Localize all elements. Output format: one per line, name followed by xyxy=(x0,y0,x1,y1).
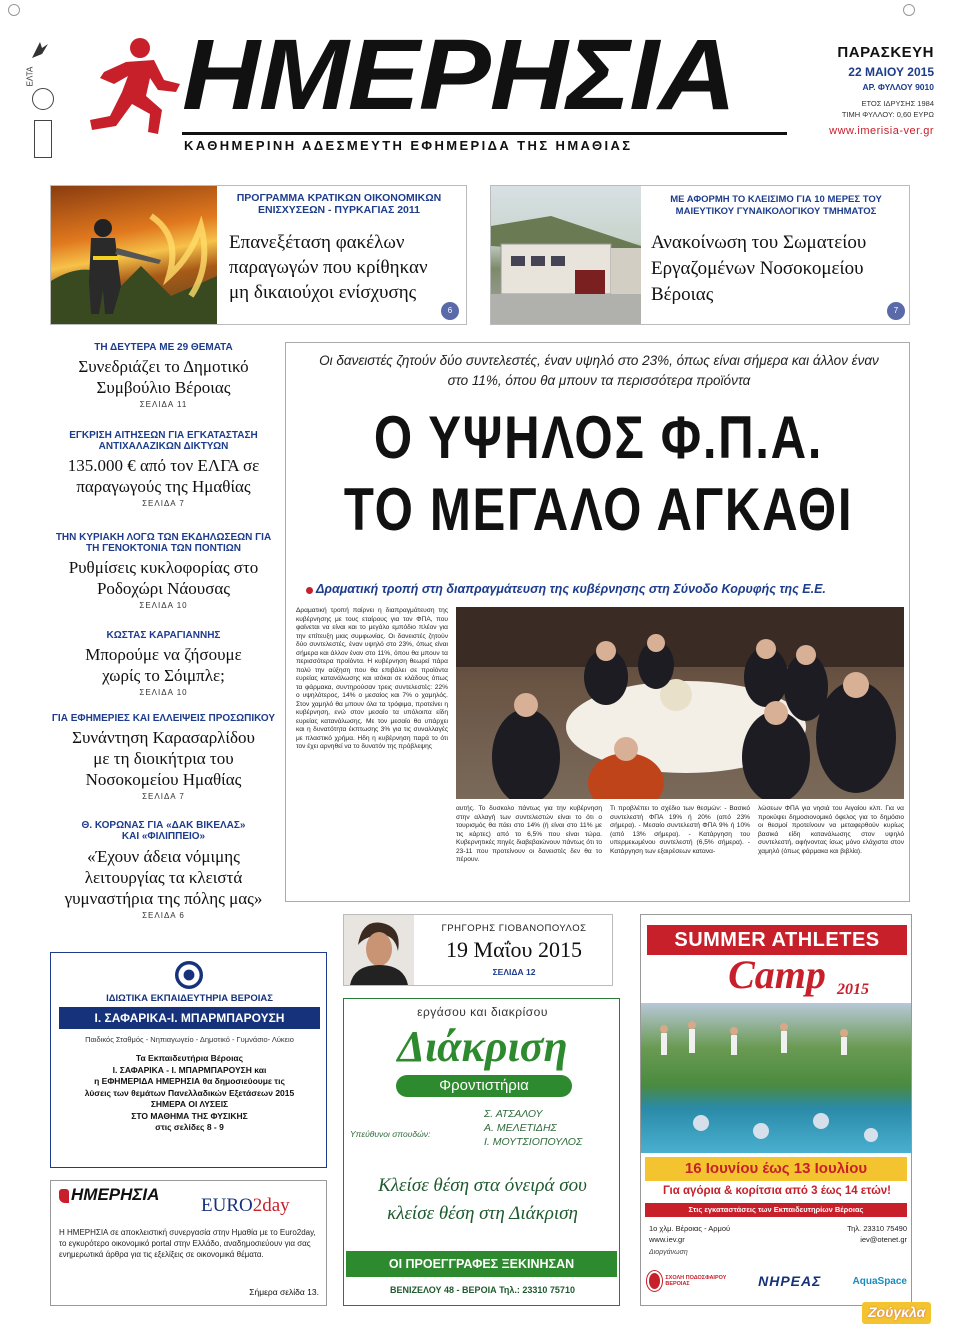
euro-partner-a: EURO xyxy=(201,1195,253,1216)
school-notice-line: η ΕΦΗΜΕΡΙΔΑ ΗΜΕΡΗΣΙΑ θα δημοσιεύουμε τις xyxy=(94,1076,285,1086)
postal-seal xyxy=(32,88,54,110)
sponsor-1: ΣΧΟΛΗ ΠΟΔΟΣΦΑΙΡΟΥ ΒΕΡΟΙΑΣ xyxy=(665,1274,727,1287)
sidebar-kicker: ΓΙΑ ΕΦΗΜΕΡΙΕΣ ΚΑΙ ΕΛΛΕΙΨΕΙΣ ΠΡΟΣΩΠΙΚΟΥ xyxy=(51,713,276,724)
summer-photo xyxy=(641,1003,911,1153)
school-emblem-icon xyxy=(175,961,203,989)
sidebar xyxy=(50,342,277,942)
firefighter-icon xyxy=(51,186,217,324)
page-badge: 6 xyxy=(441,302,459,320)
page-badge: 7 xyxy=(887,302,905,320)
school-title: ΙΔΙΩΤΙΚΑ ΕΚΠΑΙΔΕΥΤΗΡΙΑ ΒΕΡΟΙΑΣ xyxy=(106,993,273,1004)
sidebar-page: ΣΕΛΙΔΑ 11 xyxy=(139,400,188,409)
school-notice-line: λύσεις των θεμάτων Πανελλαδικών Εξετάσεων 2015 xyxy=(84,1087,295,1098)
issue-info xyxy=(782,44,934,137)
summer-email[interactable]: iev@otenet.gr xyxy=(860,1235,907,1244)
school-notice-line: ΣΤΟ ΜΑΘΗΜΑ ΤΗΣ ΦΥΣΙΚΗΣ xyxy=(131,1110,248,1121)
diakrisi-address: ΒΕΝΙΖΕΛΟΥ 48 - ΒΕΡΟΙΑ Τηλ.: 23310 75710 xyxy=(390,1285,575,1295)
diakrisi-staff xyxy=(484,1107,614,1149)
kids-sports-icon xyxy=(641,1003,911,1153)
main-column-3: Τι προβλέπει το σχέδιο των θεσμών: - Βασικό συντελεστή ΦΠΑ 19% ή 20% (από 23% σήμερα). - Μεσαίο συντελεστή ΦΠΑ 9% ή 10% (από 13% σήμερα). - Κατάργηση του υπερμειωμένου συντελεστή (6,5% σήμερα). - Κατάργηση των εξαιρέσεων κατανα- xyxy=(610,805,750,855)
diakrisi-banner: ΟΙ ΠΡΟΕΓΓΡΑΦΕΣ ΞΕΚΙΝΗΣΑΝ xyxy=(346,1251,617,1277)
main-deck: Οι δανειστές ζητούν δύο συντελεστές, έναν υψηλό στο 23%, όπως είναι σήμερα και άλλον έναν στο 11%, όπου θα μπουν τα περισσότερα προϊόντα xyxy=(319,353,879,388)
issue-date: 22 ΜΑΙΟΥ 2015 xyxy=(848,65,934,79)
issue-price: ΤΙΜΗ ΦΥΛΛΟΥ: 0,60 ΕΥΡΩ xyxy=(841,110,934,119)
author-photo xyxy=(344,915,414,985)
summer-organizer: Διοργάνωση xyxy=(649,1249,688,1256)
issue-number: ΑΡ. ΦΥΛΛΟΥ 9010 xyxy=(862,82,934,92)
diakrisi-person: Σ. ΑΤΣΑΛΟΥ xyxy=(484,1108,543,1120)
main-column-4: λώσεων ΦΠΑ για νησιά του Αιγαίου κλπ. Για να προκύψει δημοσιονομικό όφελος για το δημόσιο οι θεσμοί προτείνουν να μεταφερθούν κυρίως βασικά είδη κατανάλωσης στον υψηλό συντελεστή, αφήνοντας ίσως μόνο ελάχιστα στον χαμηλό (όπως φάρμακα και βιβλία). xyxy=(758,805,904,855)
summer-sponsors xyxy=(647,1261,907,1301)
fire-photo xyxy=(51,186,217,324)
sidebar-headline: Μπορούμε να ζήσουμε χωρίς το Σόιμπλε; xyxy=(85,645,242,685)
main-column-1: Δραματική τροπή παίρνει η διαπραγμάτευση της κυβέρνησης με τους εταίρους για τον ΦΠΑ, που φαίνεται να είναι και το μεγάλο εμπόδιο πλέον για την επίτευξη μιας συμφωνίας. Οι δανειστές ζητούν δύο συντελεστές, έναν υψηλό στο 23%, όπως είναι σήμερα και άλλον έναν στο 11%, όπου θα μπουν τα περισσότερα προϊόντα. Η κυβέρνηση θεωρεί πάρα πολύ την αύξηση που θα επιβάλει σε προϊόντα ευρείας κατανάλωσης και ισόκαι σε κλάδους όπως τα φάρμακα, συντηρούσαν τρεις συντελεστές: 22% ο υψηλότερος, 14% ο μεσαίος και 7% ο χαμηλός. Στον χαμηλό θα μπουν όλα τα τρόφιμα, προτείνει η κυβέρνηση, ενώ στον μεσαίο τα υπόλοιπα είδη ευρείας κατανάλωσης. Με τον μεσαίο θα υπάρχει και η δυνατότητα έκπτωσης 3% για τις συναλλαγές με πλαστικό χρήμα. Ηδη η κυβέρνηση παρά το ότι τον έχει αρνηθεί να το δυνατόν της πρόβλεψης xyxy=(296,607,448,750)
masthead-title: ΗΜΕΡΗΣΙΑ xyxy=(182,19,736,131)
diakrisi-brand: Διάκριση xyxy=(397,1022,568,1071)
ad-summer-camp[interactable] xyxy=(640,914,912,1306)
ad-euro2day[interactable] xyxy=(50,1180,327,1306)
watermark xyxy=(862,1302,931,1324)
sidebar-headline: Συνάντηση Καρασαρλίδου με τη διοικήτρια του Νοσοκομείου Ημαθίας xyxy=(72,728,255,789)
sidebar-story[interactable] xyxy=(50,630,277,697)
teaser-fire-headline: Επανεξέταση φακέλων παραγωγών που κρίθηκαν μη δικαιούχοι ενίσχυσης xyxy=(229,232,428,303)
issue-founded: ΕΤΟΣ ΙΔΡΥΣΗΣ 1984 xyxy=(861,99,934,108)
subhead-bullet-icon xyxy=(306,587,313,594)
euro-runner-icon xyxy=(59,1189,69,1203)
registration-mark-right xyxy=(903,4,915,16)
teaser-fire[interactable] xyxy=(50,185,467,325)
guest-column[interactable] xyxy=(343,914,613,986)
summer-phone: Τηλ. 23310 75490 xyxy=(847,1224,907,1233)
diakrisi-person: Α. ΜΕΛΕΤΙΔΗΣ xyxy=(484,1122,557,1134)
summer-audience: Για αγόρια & κορίτσια από 3 έως 14 ετών! xyxy=(662,1185,892,1197)
euro-text: Η ΗΜΕΡΗΣΙΑ σε αποκλειστική συνεργασία στην Ημαθία με το Euro2day, το εγκυρότερο οικονομικό portal στην Ελλάδο, αναδημοσιεύουν για σας ενημερωτικά άρθρα για τις εξελίξεις σε οικονομικά θέματα. xyxy=(59,1228,316,1259)
sidebar-page: ΣΕΛΙΔΑ 6 xyxy=(142,911,185,920)
sidebar-story[interactable] xyxy=(50,532,277,610)
diakrisi-slogan-1: Κλείσε θέση στα όνειρά σου xyxy=(378,1175,587,1196)
teaser-fire-kicker: ΠΡΟΓΡΑΜΜΑ ΚΡΑΤΙΚΩΝ ΟΙΚΟΝΟΜΙΚΩΝ ΕΝΙΣΧΥΣΕΩΝ - ΠΥΡΚΑΓΙΑΣ 2011 xyxy=(236,192,442,216)
teaser-hospital-kicker: ΜΕ ΑΦΟΡΜΗ ΤΟ ΚΛΕΙΣΙΜΟ ΓΙΑ 10 ΜΕΡΕΣ ΤΟΥ ΜΑΙΕΥΤΙΚΟΥ ΓΥΝΑΙΚΟΛΟΓΙΚΟΥ ΤΜΗΜΑΤΟΣ xyxy=(670,194,882,217)
sidebar-page: ΣΕΛΙΔΑ 7 xyxy=(142,792,185,801)
sidebar-story[interactable] xyxy=(50,820,277,920)
watermark-text: Ζούγκλα xyxy=(868,1304,926,1320)
summer-venue: Στις εγκαταστάσεις των Εκπαιδευτηρίων Βέροιας xyxy=(645,1203,907,1217)
masthead-subtitle: ΚΑΘΗΜΕΡΙΝΗ ΑΔΕΣΜΕΥΤΗ ΕΦΗΜΕΡΙΔΑ ΤΗΣ ΗΜΑΘΙΑΣ xyxy=(184,138,633,153)
sidebar-kicker: ΤΗΝ ΚΥΡΙΑΚΗ ΛΟΓΩ ΤΩΝ ΕΚΔΗΛΩΣΕΩΝ ΓΙΑ ΤΗ ΓΕΝΟΚΤΟΝΙΑ ΤΩΝ ΠΟΝΤΙΩΝ xyxy=(55,532,272,554)
sidebar-page: ΣΕΛΙΔΑ 10 xyxy=(139,688,188,697)
main-headline-2: ΤΟ ΜΕΓΑΛΟ ΑΓΚΑΘΙ xyxy=(343,476,854,543)
sidebar-headline: «Έχουν άδεια νόμιμης λειτουργίας τα κλειστά γυμναστήρια της πόλης μας» xyxy=(64,847,263,908)
sidebar-kicker: ΕΓΚΡΙΣΗ ΑΙΤΗΣΕΩΝ ΓΙΑ ΕΓΚΑΤΑΣΤΑΣΗ ΑΝΤΙΧΑΛΑΖΙΚΩΝ ΔΙΚΤΥΩΝ xyxy=(69,430,258,452)
masthead xyxy=(22,20,942,165)
diakrisi-person: Ι. ΜΟΥΤΣΙΟΠΟΥΛΟΣ xyxy=(484,1136,583,1148)
school-notice-line: στις σελίδες 8 - 9 xyxy=(155,1122,224,1132)
school-notice-line: ΣΗΜΕΡΑ ΟΙ ΛΥΣΕΙΣ xyxy=(150,1099,229,1109)
issue-day: ΠΑΡΑΣΚΕΥΗ xyxy=(837,44,934,61)
summer-address: 1ο χλμ. Βέροιας - Αρμού xyxy=(649,1224,731,1233)
school-notice xyxy=(55,1053,324,1134)
ad-diakrisi[interactable] xyxy=(343,998,620,1306)
summer-contact xyxy=(649,1223,907,1245)
summit-photo xyxy=(456,607,904,799)
euro-brand: ΗΜΕΡΗΣΙΑ xyxy=(71,1185,160,1204)
school-banner: Ι. ΣΑΦΑΡΙΚΑ-Ι. ΜΠΑΡΜΠΑΡΟΥΣΗ xyxy=(59,1007,320,1029)
sidebar-headline: 135.000 € από τον ΕΛΓΑ σε παραγωγούς της Ημαθίας xyxy=(67,456,260,496)
elta-stamp xyxy=(22,50,60,170)
sponsor-3: AquaSpace xyxy=(852,1275,907,1287)
sidebar-story[interactable] xyxy=(50,342,277,409)
postage-box xyxy=(34,120,52,158)
sidebar-kicker: ΚΩΣΤΑΣ ΚΑΡΑΓΙΑΝΝΗΣ xyxy=(106,630,221,641)
main-subhead: Δραματική τροπή στη διαπραγμάτευση της κυβέρνησης στη Σύνοδο Κορυφής της Ε.Ε. xyxy=(316,582,826,596)
author-portrait-icon xyxy=(344,915,414,985)
school-notice-line: Ι. ΣΑΦΑΡΙΚΑ - Ι. ΜΠΑΡΜΠΑΡΟΥΣΗ και xyxy=(112,1064,267,1075)
bird-icon xyxy=(30,38,50,62)
guest-name: ΓΡΗΓΟΡΗΣ ΓΙΟΒΑΝΟΠΟΥΛΟΣ xyxy=(441,923,587,934)
summer-year: 2015 xyxy=(837,981,869,998)
summer-website[interactable]: www.iev.gr xyxy=(649,1235,685,1244)
main-headline-1: Ο ΥΨΗΛΟΣ Φ.Π.Α. xyxy=(373,404,824,471)
summer-script: Camp xyxy=(728,952,826,997)
sidebar-page: ΣΕΛΙΔΑ 10 xyxy=(139,601,188,610)
masthead-rule xyxy=(182,132,787,135)
teaser-hospital[interactable] xyxy=(490,185,910,325)
sidebar-kicker: Θ. ΚΟΡΩΝΑΣ ΓΙΑ «ΔΑΚ ΒΙΚΕΛΑΣ» ΚΑΙ «ΦΙΛΙΠΠΕΙΟ» xyxy=(81,820,246,842)
sidebar-story[interactable] xyxy=(50,713,277,801)
diakrisi-label: Υπεύθυνοι σπουδών: xyxy=(350,1129,431,1139)
sponsor-2: ΝΗΡΕΑΣ xyxy=(758,1273,822,1289)
euro-partner-logo xyxy=(201,1195,290,1217)
hospital-photo xyxy=(491,186,641,324)
ad-school[interactable] xyxy=(50,952,327,1168)
diakrisi-top: εργάσου και διακρίσου xyxy=(417,1005,548,1019)
football-school-logo xyxy=(647,1271,727,1291)
registration-mark-left xyxy=(8,4,20,16)
sidebar-headline: Ρυθμίσεις κυκλοφορίας στο Ροδοχώρι Νάουσας xyxy=(68,558,259,598)
hospital-building-icon xyxy=(491,186,641,324)
diakrisi-sub: Φροντιστήρια xyxy=(396,1075,572,1097)
sidebar-story[interactable] xyxy=(50,430,277,508)
runner-logo-icon xyxy=(76,34,188,144)
summer-title: SUMMER ATHLETES xyxy=(647,925,907,955)
summit-meeting-icon xyxy=(456,607,904,799)
main-story[interactable] xyxy=(285,342,910,902)
elta-label: ΕΛΤΑ xyxy=(25,66,35,87)
school-levels: Παιδικός Σταθμός - Νηπιαγωγείο - Δημοτικό - Γυμνάσιο- Λύκειο xyxy=(85,1035,294,1044)
teaser-hospital-headline: Ανακοίνωση του Σωματείου Εργαζομένων Νοσοκομείου Βέροιας xyxy=(651,232,867,305)
euro-partner-b: 2day xyxy=(252,1195,290,1216)
euro-page: Σήμερα σελίδα 13. xyxy=(249,1287,319,1297)
sidebar-headline: Συνεδριάζει το Δημοτικό Συμβούλιο Βέροιας xyxy=(78,357,249,397)
summer-dates: 16 Ιουνίου έως 13 Ιουλίου xyxy=(645,1157,907,1181)
school-notice-line: Τα Εκπαιδευτήρια Βέροιας xyxy=(135,1053,244,1063)
diakrisi-slogan-2: κλείσε θέση στη Διάκριση xyxy=(387,1203,578,1224)
sidebar-kicker: ΤΗ ΔΕΥΤΕΡΑ ΜΕ 29 ΘΕΜΑΤΑ xyxy=(94,342,233,353)
sidebar-page: ΣΕΛΙΔΑ 7 xyxy=(142,499,185,508)
guest-date: 19 Μαΐου 2015 xyxy=(446,937,582,962)
football-icon xyxy=(647,1271,662,1291)
main-column-2: αυτής. Το δυσκολο πάντως για την κυβέρνηση στην αλλαγή των συντελεστών είναι το ότι ο τουρισμός θα πάει στο 14% (ή είναι στο 11% με τις κάρτες) από το 6,5% που είναι τώρα. Κυβερνητικές πηγές διαβεβαιώνουν πάντως ότι το 23-11 που προτείνουν οι δανειστές δεν θα το πέρουν. xyxy=(456,805,602,863)
website-link[interactable]: www.imerisia-ver.gr xyxy=(829,125,934,137)
guest-page: ΣΕΛΙΔΑ 12 xyxy=(492,967,536,977)
